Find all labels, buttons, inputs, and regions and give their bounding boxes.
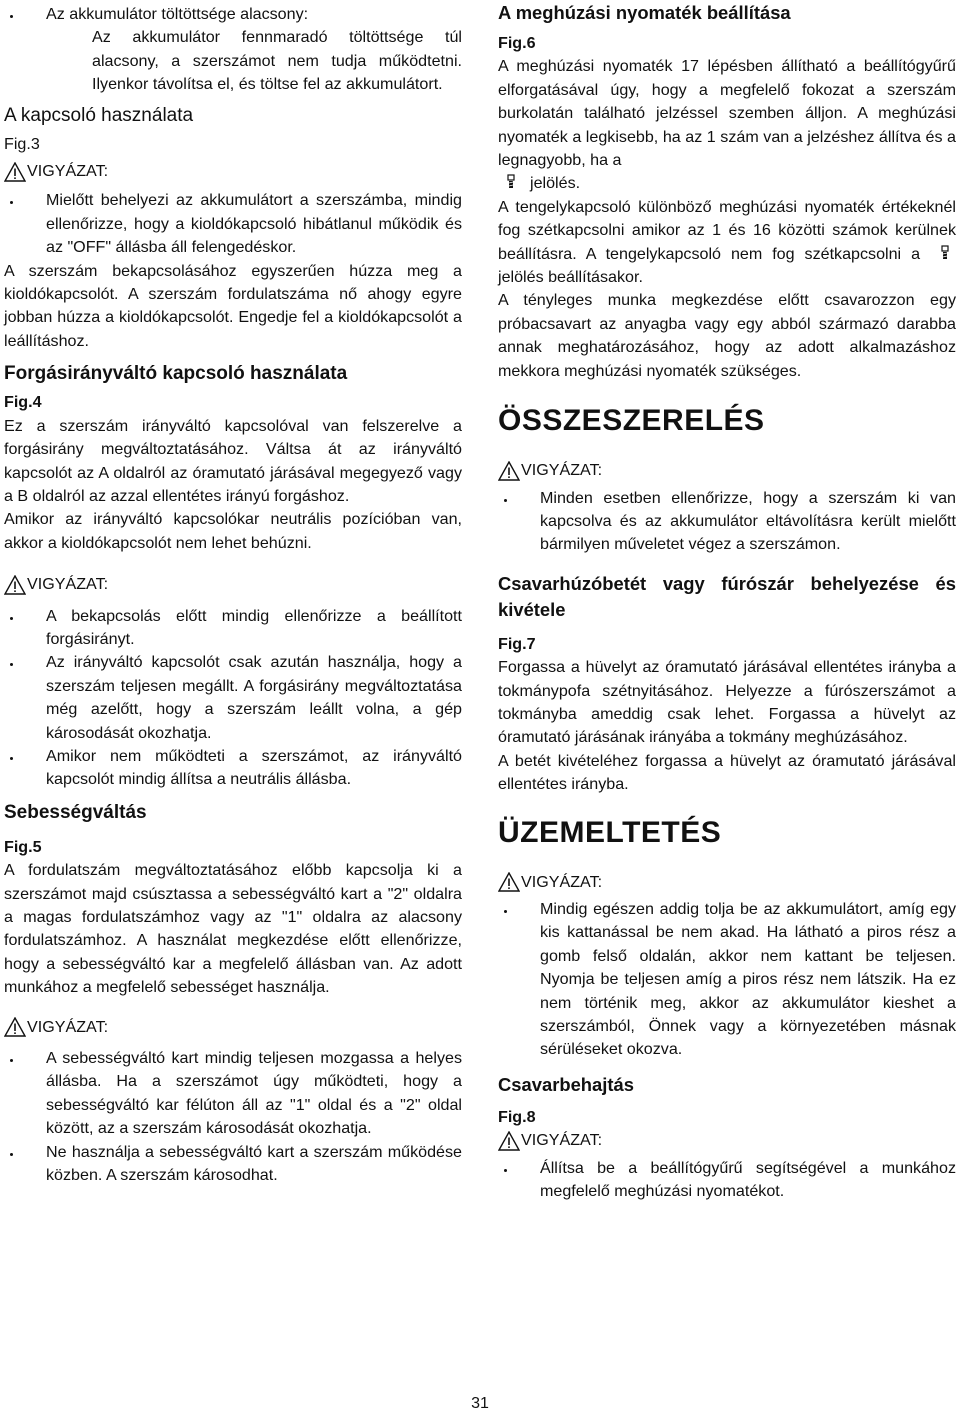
warning-label: VIGYÁZAT: [521,872,603,891]
torque-text-1a: A meghúzási nyomaték 17 lépésben állítható a beállítógyűrű elforgatásával úgy, hogy a megfelelő fokozat a szerszám burkolatán található jelzéssel szemben álljon. A meghúzási nyomaték a legkisebb, ha az 1 szám van a jelzéshez állítva és a legnagyobb, ha a [498,57,956,170]
torque-text-2b: jelölés beállításakor. [498,268,643,287]
battery-item-title: Az akkumulátor töltöttsége alacsony: [4,3,462,26]
switch-warning [4,160,462,183]
reverse-warning-item-3: Amikor nem működteti a szerszámot, az irányváltó kapcsolót mindig állítsa a neutrális állásba. [4,745,462,792]
speed-fig: Fig.5 [4,837,42,856]
warning-triangle-icon [4,1017,26,1037]
switch-fig: Fig.3 [4,134,40,153]
operation-warning-item: Mindig egészen addig tolja be az akkumulátort, amíg egy kis kattanással be nem akad. Ha látható a piros rész a gomb felső oldalán, akkor nem kattant be teljesen. Nyomja be teljesen amíg a piros rész nem látszik. Ha ez nem történik meg, akkor az akkumulátor kieshet a szerszámból, Önnek vagy a környezetében másnak sérüléseket okozva. [498,898,956,1062]
warning-label: VIGYÁZAT: [521,461,603,480]
driving-heading: Csavarbehajtás [498,1073,634,1095]
torque-text-1b: jelölés. [530,174,581,193]
reverse-fig: Fig.4 [4,393,42,412]
driving-fig: Fig.8 [498,1107,536,1126]
torque-text-1 [498,55,956,195]
warning-triangle-icon [4,575,26,595]
speed-warning-list [4,1047,462,1187]
torque-fig: Fig.6 [498,34,536,52]
speed-warning-item-2: Ne használja a sebességváltó kart a szerszám működése közben. A szerszám károsodhat. [4,1141,462,1188]
speed-warning [4,1016,462,1039]
assembly-warning [498,459,956,482]
operation-heading: ÜZEMELTETÉS [498,815,722,849]
switch-text: A szerszám bekapcsolásához egyszerűen húzza meg a kioldókapcsolót. A szerszám fordulatszáma nő ahogy egyre jobban húzza a kioldókapcsolót. Engedje fel a kioldókapcsolót a leállításhoz. [4,261,462,350]
speed-heading: Sebességváltás [4,801,147,823]
reverse-warning-item-1: A bekapcsolás előtt mindig ellenőrizze a beállított forgásirányt. [4,605,462,652]
drill-mark-icon [940,245,950,261]
warning-label: VIGYÁZAT: [521,1131,603,1150]
assembly-heading: ÖSSZESZERELÉS [498,404,765,438]
torque-heading: A meghúzási nyomaték beállítása [498,2,791,23]
torque-text-2a: A tengelykapcsoló különböző meghúzási nyomaték értékeknél fog szétkapcsolni amikor az 1 és 16 közötti számok kerülnek beállításra. A tengelykapcsoló nem fog szétkapcsolni a [498,197,956,263]
torque-text-3: A tényleges munka megkezdése előtt csavarozzon egy próbacsavart az anyagba vagy egy abból származó darabba annak meghatározásához, hogy az adott alkalmazáshoz mekkora meghúzási nyomaték szükséges. [498,291,956,380]
assembly-warning-item: Minden esetben ellenőrizze, hogy a szerszám ki van kapcsolva és az akkumulátor eltávolításra került mielőtt bármilyen műveletet végez a szerszámon. [498,487,956,557]
page-number: 31 [471,1395,489,1412]
warning-triangle-icon [4,162,26,182]
battery-list [4,3,462,26]
bit-text-2: A betét kivételéhez forgassa a hüvelyt az óramutató járásával ellentétes irányba. [498,751,956,794]
speed-text: A fordulatszám megváltoztatásához előbb kapcsolja ki a szerszámot majd csúsztassa a sebességváltó kart a "2" oldalra a magas fordulatszámhoz vagy az "1" oldalra az alacsony fordulatszámhoz. A használat megkezdése előtt ellenőrizze, hogy a sebességváltó kar a megfelelő állásban van. Az adott munkához a megfelelő sebességet használja. [4,861,462,997]
operation-warning-list [498,898,956,1062]
warning-triangle-icon [498,872,520,892]
warning-label: VIGYÁZAT: [27,575,109,594]
driving-warning-list [498,1157,956,1204]
right-column [498,0,956,1203]
reverse-warning-item-2: Az irányváltó kapcsolót csak azután használja, hogy a szerszám teljesen megállt. A forgásirány megváltoztatása még azelőtt, hogy a szerszám leállt volna, a gép károsodását okozhatja. [4,651,462,745]
reverse-warning [4,573,462,596]
torque-text-2 [498,196,956,290]
operation-warning [498,871,956,894]
reverse-heading: Forgásirányváltó kapcsoló használata [4,363,348,385]
reverse-text-2: Amikor az irányváltó kapcsolókar neutrális pozícióban van, akkor a kioldókapcsolót nem lehet behúzni. [4,510,462,552]
switch-warning-item: Mielőtt behelyezi az akkumulátort a szerszámba, mindig ellenőrizze, hogy a kioldókapcsoló hibátlanul működik és az "OFF" állásba áll felengedéskor. [4,189,462,259]
warning-label: VIGYÁZAT: [27,162,109,181]
switch-warning-list [4,189,462,259]
speed-warning-item-1: A sebességváltó kart mindig teljesen mozgassa a helyes állásba. Ha a szerszámot úgy működteti, hogy a sebességváltó kar félúton áll az "1" oldal és a "2" oldal között, az a szerszám károsodását okozhatja. [4,1047,462,1141]
driving-warning [498,1129,956,1152]
warning-triangle-icon [498,1131,520,1151]
left-column [4,0,462,1187]
switch-heading: A kapcsoló használata [4,104,194,126]
reverse-text-1: Ez a szerszám irányváltó kapcsolóval van felszerelve a forgásirány megváltoztatásához. Váltsa át az irányváltó kapcsolót az A oldalról az óramutató járásával megegyező vagy a B oldalról az azzal ellentétes irányú forgáshoz. [4,416,462,505]
bit-fig: Fig.7 [498,634,536,653]
reverse-warning-list [4,605,462,792]
warning-triangle-icon [498,461,520,481]
bit-text-1: Forgassa a hüvelyt az óramutató járásával ellentétes irányba a tokmánypofa szétnyitásához. Helyezze a fúrószerszámot a tokmányba ameddig csak lehet. Forgassa a hüvelyt az óramutató járásának irányába a tokmány meghúzásához. [498,658,956,747]
bit-heading: Csavarhúzóbetét vagy fúrószár behelyezése és kivétele [498,572,956,620]
driving-warning-item: Állítsa be a beállítógyűrű segítségével a munkához megfelelő meghúzási nyomatékot. [498,1157,956,1204]
drill-mark-icon [506,174,516,190]
battery-item-text: Az akkumulátor fennmaradó töltöttsége túl alacsony, a szerszámot nem tudja működtetni. Ilyenkor távolítsa el, és töltse fel az akkumulátort. [92,28,462,94]
warning-label: VIGYÁZAT: [27,1017,109,1036]
assembly-warning-list [498,487,956,557]
